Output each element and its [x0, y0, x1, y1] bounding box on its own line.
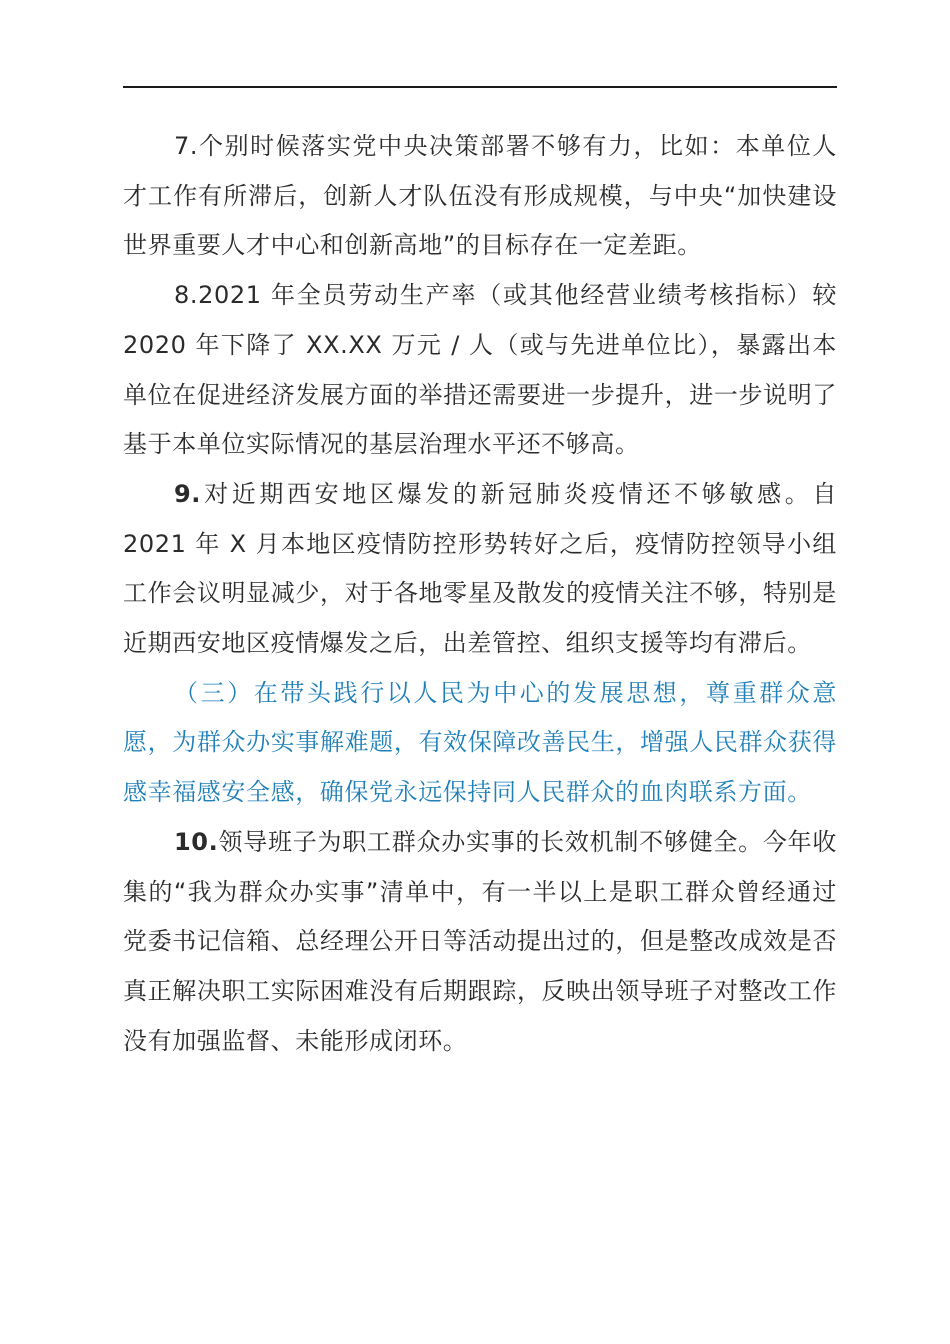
paragraph-item-7 — [123, 122, 837, 271]
paragraph-text: 7.个别时候落实党中央决策部署不够有力，比如：本单位人才工作有所滞后，创新人才队伍没有形成规模，与中央“加快建设世界重要人才中心和创新高地”的目标存在一定差距。 — [123, 132, 837, 260]
paragraph-text: 对近期西安地区爆发的新冠肺炎疫情还不够敏感。自 2021 年 X 月本地区疫情防控形势转好之后，疫情防控领导小组工作会议明显减少，对于各地零星及散发的疫情关注不够，特别是近期西安地区疫情爆发之后，出差管控、组织支援等均有滞后。 — [123, 479, 837, 658]
paragraph-text: 领导班子为职工群众办实事的长效机制不够健全。今年收集的“我为群众办实事”清单中，有一半以上是职工群众曾经通过党委书记信箱、总经理公开日等活动提出过的，但是整改成效是否真正解决职工实际困难没有后期跟踪，反映出领导班子对整改工作没有加强监督、未能形成闭环。 — [123, 827, 837, 1055]
paragraph-item-9 — [123, 470, 837, 669]
item-number: 9. — [174, 479, 202, 508]
header-rule — [123, 86, 837, 88]
section-heading — [123, 669, 837, 818]
section-heading-text: （三）在带头践行以人民为中心的发展思想，尊重群众意愿，为群众办实事解难题，有效保障改善民生，增强人民群众获得感幸福感安全感，确保党永远保持同人民群众的血肉联系方面。 — [123, 678, 837, 807]
paragraph-item-10 — [123, 818, 837, 1067]
paragraph-text: 8.2021 年全员劳动生产率（或其他经营业绩考核指标）较 2020 年下降了 XX.XX 万元 / 人（或与先进单位比），暴露出本单位在促进经济发展方面的举措还需要进一步提升，进一步说明了基于本单位实际情况的基层治理水平还不够高。 — [123, 281, 837, 459]
document-body — [123, 122, 837, 1066]
paragraph-item-8 — [123, 271, 837, 470]
item-number: 10. — [174, 827, 219, 856]
